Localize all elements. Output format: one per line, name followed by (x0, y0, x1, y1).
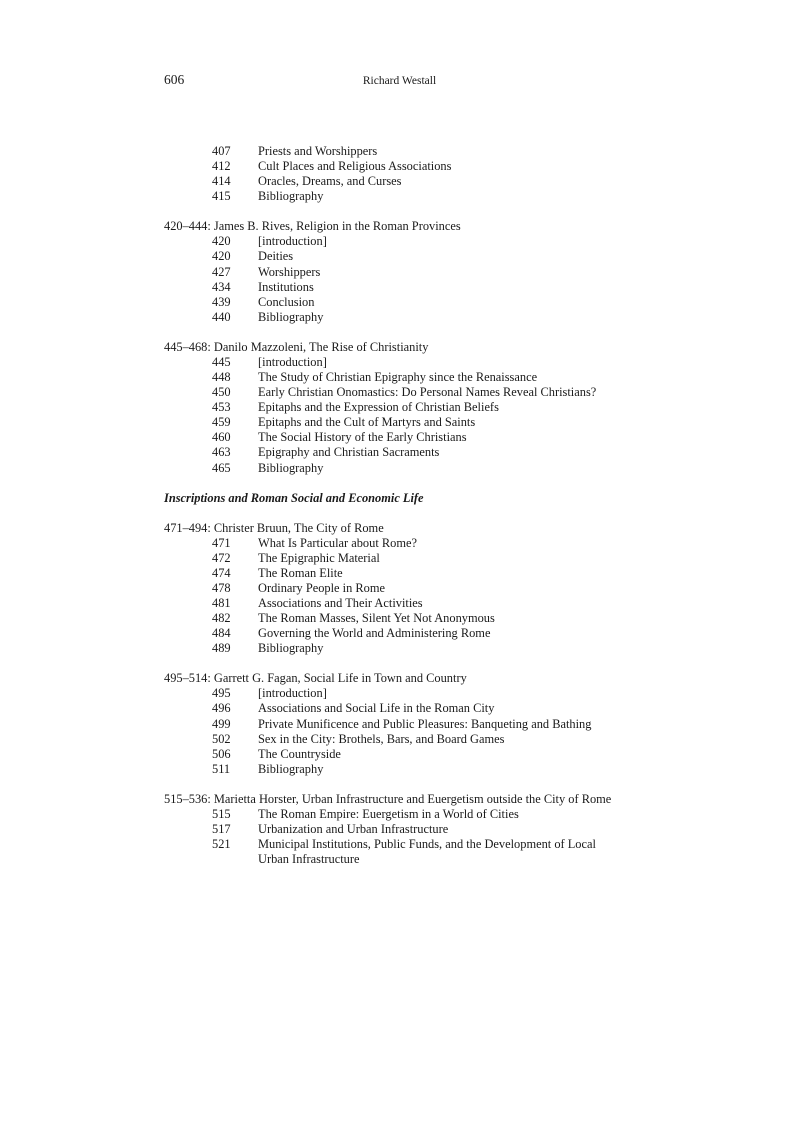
toc-entry (164, 717, 624, 732)
entry-title: Municipal Institutions, Public Funds, and the Development of Local Urban Infrastructure (258, 837, 596, 867)
entry-page: 472 (212, 550, 231, 565)
entry-page: 502 (212, 731, 231, 746)
entry-page: 465 (212, 460, 231, 475)
toc-entry (164, 732, 624, 747)
toc-entry (164, 626, 624, 641)
toc-entry (164, 536, 624, 551)
entry-title: Bibliography (258, 761, 324, 776)
entry-page: 495 (212, 686, 231, 701)
entry-title: Governing the World and Administering Rome (258, 626, 491, 641)
entry-page: 515 (212, 806, 231, 821)
toc-entry (164, 551, 624, 566)
entry-page: 440 (212, 309, 231, 324)
entry-page: 439 (212, 294, 231, 309)
entry-page: 478 (212, 580, 231, 595)
entry-page: 414 (212, 174, 231, 189)
toc-entry (164, 611, 624, 626)
entry-page: 517 (212, 822, 231, 836)
continued-entries (164, 144, 624, 204)
entry-page: 511 (212, 761, 231, 776)
entry-title: [introduction] (258, 234, 327, 249)
chapter-entries (164, 355, 624, 476)
entry-title: Deities (258, 249, 294, 264)
toc-entry (164, 295, 624, 310)
toc-entry (164, 415, 624, 430)
chapter-entries (164, 686, 624, 777)
entry-title: Sex in the City: Brothels, Bars, and Board Games (258, 731, 505, 746)
entry-page: 412 (212, 159, 231, 174)
entry-title: Private Munificence and Public Pleasures: Banqueting and Bathing (258, 716, 592, 731)
entry-page: 448 (212, 370, 231, 384)
toc-entry (164, 596, 624, 611)
toc-entry (164, 701, 624, 716)
toc-entry (164, 807, 624, 822)
entry-title: The Roman Empire: Euergetism in a World of Cities (258, 806, 519, 821)
entry-title: Worshippers (258, 264, 321, 279)
entry-title: Bibliography (258, 309, 324, 324)
chapter-heading: 471–494: Christer Bruun, The City of Rome (164, 520, 384, 535)
entry-title: The Social History of the Early Christians (258, 430, 467, 445)
toc-entry (164, 400, 624, 415)
entry-title: Associations and Their Activities (258, 596, 423, 610)
entry-page: 496 (212, 701, 231, 716)
toc-entry (164, 189, 624, 204)
chapter-heading: 445–468: Danilo Mazzoleni, The Rise of Christianity (164, 339, 429, 354)
entry-page: 445 (212, 354, 231, 369)
running-head: Richard Westall (362, 75, 437, 87)
entry-title: What Is Particular about Rome? (258, 535, 417, 550)
chapter-heading: 495–514: Garrett G. Fagan, Social Life in Town and Country (164, 671, 467, 686)
toc-entry (164, 355, 624, 370)
entry-page: 471 (212, 535, 231, 550)
toc-entry (164, 265, 624, 280)
entry-page: 489 (212, 641, 231, 656)
entry-title: [introduction] (258, 686, 327, 701)
entry-title: The Roman Masses, Silent Yet Not Anonymous (258, 611, 495, 626)
entry-title: The Study of Christian Epigraphy since the Renaissance (258, 370, 538, 384)
toc-entry (164, 566, 624, 581)
entry-title: Oracles, Dreams, and Curses (258, 174, 402, 189)
entry-title: Early Christian Onomastics: Do Personal Names Reveal Christians? (258, 385, 597, 400)
entry-page: 453 (212, 400, 231, 415)
entry-title: Institutions (258, 279, 314, 294)
entry-page: 521 (212, 837, 231, 852)
chapter-heading: 420–444: James B. Rives, Religion in the Roman Provinces (164, 219, 461, 234)
entry-page: 460 (212, 430, 231, 445)
entry-page: 415 (212, 189, 231, 204)
entry-page: 420 (212, 234, 231, 249)
entry-page: 427 (212, 264, 231, 279)
entry-title: Conclusion (258, 294, 315, 309)
entry-title: Priests and Worshippers (258, 144, 378, 158)
entry-title: [introduction] (258, 354, 327, 369)
entry-title: The Roman Elite (258, 565, 343, 580)
table-of-contents (164, 144, 624, 882)
toc-entry (164, 747, 624, 762)
toc-entry (164, 310, 624, 325)
toc-entry (164, 280, 624, 295)
toc-entry (164, 249, 624, 264)
toc-entry (164, 234, 624, 249)
section-heading (164, 491, 624, 506)
entry-page: 481 (212, 596, 231, 610)
toc-entry (164, 445, 624, 460)
entry-page: 482 (212, 611, 231, 626)
entry-page: 450 (212, 385, 231, 400)
toc-entry (164, 641, 624, 656)
toc-entry (164, 461, 624, 476)
toc-entry (164, 837, 624, 867)
entry-page: 463 (212, 445, 231, 460)
entry-page: 407 (212, 144, 231, 158)
entry-title: Epitaphs and the Cult of Martyrs and Saints (258, 415, 476, 430)
entry-title: Bibliography (258, 641, 324, 656)
chapter-entries (164, 807, 624, 867)
entry-title: Ordinary People in Rome (258, 580, 385, 595)
toc-entry (164, 430, 624, 445)
toc-entry (164, 370, 624, 385)
entry-page: 484 (212, 626, 231, 641)
toc-entry (164, 159, 624, 174)
chapter-heading: 515–536: Marietta Horster, Urban Infrastructure and Euergetism outside the City of Rome (164, 791, 612, 806)
entry-title: Bibliography (258, 189, 324, 204)
toc-entry (164, 144, 624, 159)
entry-title: Bibliography (258, 460, 324, 475)
chapter-entries (164, 536, 624, 657)
entry-page: 434 (212, 279, 231, 294)
entry-title: Cult Places and Religious Associations (258, 159, 452, 174)
toc-entry (164, 174, 624, 189)
entry-title: Associations and Social Life in the Roman City (258, 701, 495, 716)
toc-entry (164, 581, 624, 596)
entry-title: The Epigraphic Material (258, 550, 380, 565)
entry-title: Epitaphs and the Expression of Christian Beliefs (258, 400, 499, 415)
entry-page: 474 (212, 565, 231, 580)
page-number: 606 (164, 72, 185, 87)
toc-entry (164, 822, 624, 837)
toc-entry (164, 385, 624, 400)
entry-page: 506 (212, 746, 231, 761)
entry-title: Urbanization and Urban Infrastructure (258, 822, 449, 836)
chapter-entries (164, 234, 624, 325)
entry-title: Epigraphy and Christian Sacraments (258, 445, 440, 460)
entry-page: 499 (212, 716, 231, 731)
toc-entry (164, 762, 624, 777)
section-heading-text: Inscriptions and Roman Social and Economic Life (164, 490, 424, 505)
entry-title: The Countryside (258, 746, 341, 761)
toc-entry (164, 686, 624, 701)
entry-page: 420 (212, 249, 231, 264)
entry-page: 459 (212, 415, 231, 430)
